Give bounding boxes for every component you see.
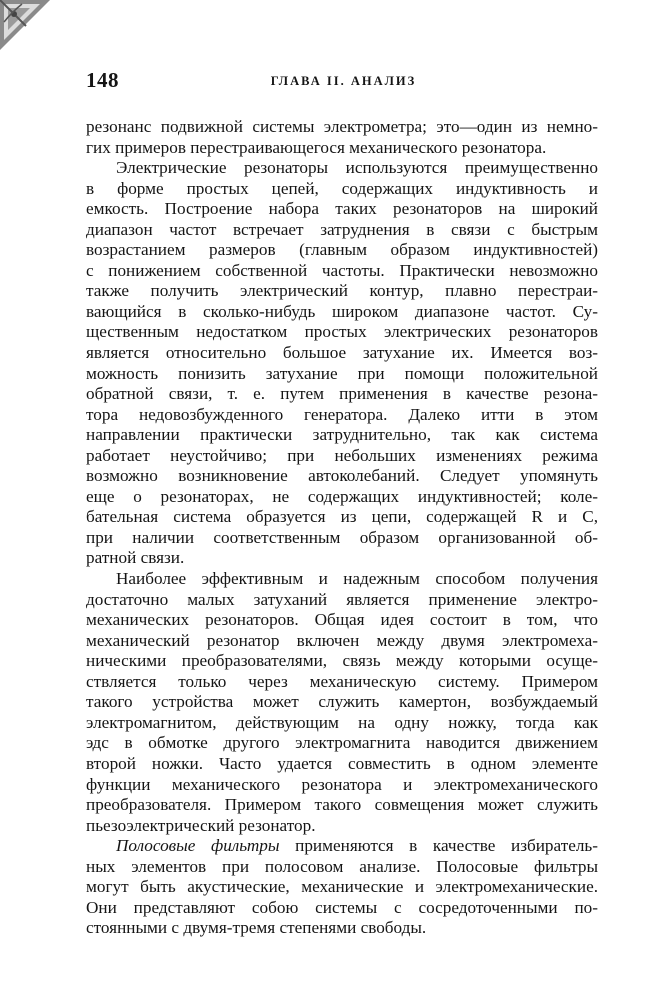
text-line: преобразователя. Примером такого совмещения может служить (86, 795, 598, 815)
text-line: щественным недостатком простых электрических резонаторов (86, 322, 598, 342)
text-line: механический резонатор включен между двумя электромеха- (86, 630, 598, 650)
text-line: емкость. Построение набора таких резонаторов на широкий (86, 199, 598, 219)
text-line (86, 836, 598, 857)
text-line: можность понизить затухание при помощи положительной (86, 363, 598, 383)
text-line: второй ножки. Часто удается совместить в одном элементе (86, 753, 598, 773)
text-line: Электрические резонаторы используются преимущественно (116, 158, 598, 178)
text-line: ных элементов при полосовом анализе. Полосовые фильтры (86, 856, 598, 876)
text-line: в форме простых цепей, содержащих индуктивность и (86, 178, 598, 198)
text-line: ратной связи. (86, 548, 185, 568)
text-line: обратной связи, т. е. путем применения в качестве резона- (86, 384, 598, 404)
text-line: механических резонаторов. Общая идея состоит в том, что (86, 610, 598, 630)
text-line: достаточно малых затуханий является применение электро- (86, 589, 598, 609)
text-line: при наличии соответственным образом организованной об- (86, 527, 598, 547)
text-line: бательная система образуется из цепи, содержащей R и C, (86, 507, 598, 527)
body-text (86, 117, 598, 939)
page-number: 148 (86, 68, 119, 92)
line-rest: применяются в качестве избиратель- (279, 836, 598, 856)
text-line: работает неустойчиво; при небольших изменениях режима (86, 445, 598, 465)
text-line: Они представляют собою системы с сосредоточенными по- (86, 897, 598, 917)
text-line: является относительно большое затухание их. Имеется воз- (86, 343, 598, 363)
text-line: электромагнитом, действующим на одну ножку, тогда как (86, 712, 598, 732)
text-line: ническими преобразователями, связь между которыми осуще- (86, 651, 598, 671)
running-head: ГЛАВА II. АНАЛИЗ (270, 74, 417, 88)
text-line: с понижением собственной частоты. Практически невозможно (86, 260, 598, 280)
text-line: эдс в обмотке другого электромагнита наводится движением (86, 733, 598, 753)
text-line: тора недовозбужденного генератора. Далеко итти в этом (86, 404, 598, 424)
text-line: такого устройства может служить камертон, возбуждаемый (86, 692, 598, 712)
text-line: могут быть акустические, механические и электромеханические. (86, 877, 598, 897)
text-line: Наиболее эффективным и надежным способом получения (116, 569, 598, 589)
text-line: ствляется только через механическую систему. Примером (86, 671, 598, 691)
text-line: вающийся в сколько-нибудь широком диапазоне частот. Су- (86, 301, 598, 321)
text-line: гих примеров перестраивающегося механического резонатора. (86, 137, 547, 157)
text-line: функции механического резонатора и электромеханического (86, 774, 598, 794)
text-line: также получить электрический контур, плавно перестраи- (86, 281, 598, 301)
text-line: пьезоэлектрический резонатор. (86, 815, 316, 835)
page-header (86, 68, 601, 96)
text-line: возможно возникновение автоколебаний. Следует упомянуть (86, 466, 598, 486)
text-line: стоянными с двумя-тремя степенями свободы. (86, 918, 427, 938)
text-line: еще о резонаторах, не содержащих индуктивностей; коле- (86, 486, 598, 506)
corner-ornament-icon (0, 0, 52, 52)
text-line: диапазон частот встречает затруднения в связи с быстрым (86, 219, 598, 239)
text-line: возрастанием размеров (главным образом индуктивностей) (86, 240, 598, 260)
italic-term: Полосовые фильтры (116, 836, 280, 856)
text-line: резонанс подвижной системы электрометра; это—один из немно- (86, 117, 598, 136)
text-line: направлении практически затруднительно, так как система (86, 425, 598, 445)
